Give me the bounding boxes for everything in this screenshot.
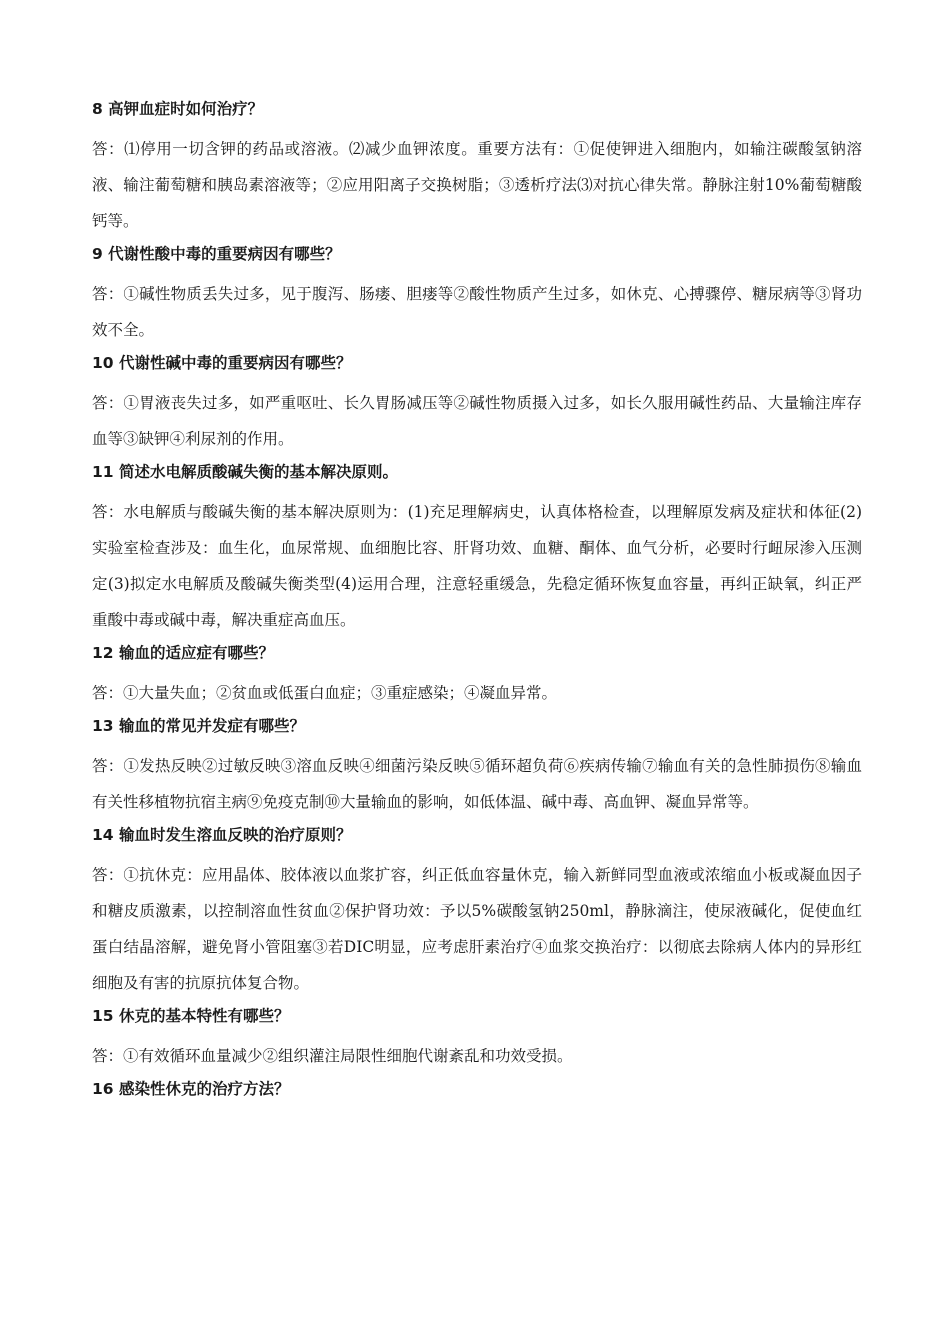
answer-text: 答：①大量失血；②贫血或低蛋白血症；③重症感染；④凝血异常。 xyxy=(92,684,558,702)
qa-item-11 xyxy=(92,461,862,638)
answer-text: 答：①胃液丧失过多，如严重呕吐、长久胃肠减压等②碱性物质摄入过多，如长久服用碱性药品、大量输注库存血等③缺钾④利尿剂的作用。 xyxy=(92,394,862,448)
qa-item-13 xyxy=(92,715,862,820)
question-heading: 13 输血的常见并发症有哪些？ xyxy=(92,717,305,735)
qa-item-10 xyxy=(92,352,862,457)
answer-text: 答：水电解质与酸碱失衡的基本解决原则为：(1)充足理解病史，认真体格检查，以理解原发病及症状和体征(2)实验室检查涉及：血生化，血尿常规、血细胞比容、肝肾功效、血糖、酮体、血气分析，必要时行衄尿渗入压测定(3)拟定水电解质及酸碱失衡类型(4)运用合理，注意轻重缓急，先稳定循环恢复血容量，再纠正缺氧，纠正严重酸中毒或碱中毒，解决重症高血压。 xyxy=(92,503,862,629)
question-heading: 15 休克的基本特性有哪些？ xyxy=(92,1007,290,1025)
question-heading: 12 输血的适应症有哪些？ xyxy=(92,644,274,662)
qa-item-16 xyxy=(92,1078,862,1100)
answer-text: 答：⑴停用一切含钾的药品或溶液。⑵减少血钾浓度。重要方法有：①促使钾进入细胞内，如输注碳酸氢钠溶液、输注葡萄糖和胰岛素溶液等；②应用阳离子交换树脂；③透析疗法⑶对抗心律失常。静脉注射10%葡萄糖酸钙等。 xyxy=(92,140,862,230)
document-page xyxy=(92,98,862,1111)
question-heading: 8 高钾血症时如何治疗？ xyxy=(92,100,264,118)
question-heading: 10 代谢性碱中毒的重要病因有哪些？ xyxy=(92,354,352,372)
answer-text: 答：①抗休克：应用晶体、胶体液以血浆扩容，纠正低血容量休克，输入新鲜同型血液或浓缩血小板或凝血因子和糖皮质激素，以控制溶血性贫血②保护肾功效：予以5%碳酸氢钠250ml，静脉滴注，使尿液碱化，促使血红蛋白结晶溶解，避免肾小管阻塞③若DIC明显，应考虑肝素治疗④血浆交换治疗：以彻底去除病人体内的异形红细胞及有害的抗原抗体复合物。 xyxy=(92,866,862,992)
question-heading: 11 简述水电解质酸碱失衡的基本解决原则。 xyxy=(92,463,398,481)
answer-text: 答：①碱性物质丢失过多，见于腹泻、肠瘘、胆瘘等②酸性物质产生过多，如休克、心搏骤停、糖尿病等③肾功效不全。 xyxy=(92,285,862,339)
question-heading: 16 感染性休克的治疗方法？ xyxy=(92,1080,290,1098)
qa-item-15 xyxy=(92,1005,862,1074)
question-heading: 9 代谢性酸中毒的重要病因有哪些？ xyxy=(92,245,341,263)
qa-item-12 xyxy=(92,642,862,711)
qa-item-14 xyxy=(92,824,862,1001)
qa-item-8 xyxy=(92,98,862,239)
answer-text: 答：①发热反映②过敏反映③溶血反映④细菌污染反映⑤循环超负荷⑥疾病传输⑦输血有关的急性肺损伤⑧输血有关性移植物抗宿主病⑨免疫克制⑩大量输血的影响，如低体温、碱中毒、高血钾、凝血异常等。 xyxy=(92,757,862,811)
answer-text: 答：①有效循环血量减少②组织灌注局限性细胞代谢紊乱和功效受损。 xyxy=(92,1047,573,1065)
qa-item-9 xyxy=(92,243,862,348)
question-heading: 14 输血时发生溶血反映的治疗原则？ xyxy=(92,826,352,844)
